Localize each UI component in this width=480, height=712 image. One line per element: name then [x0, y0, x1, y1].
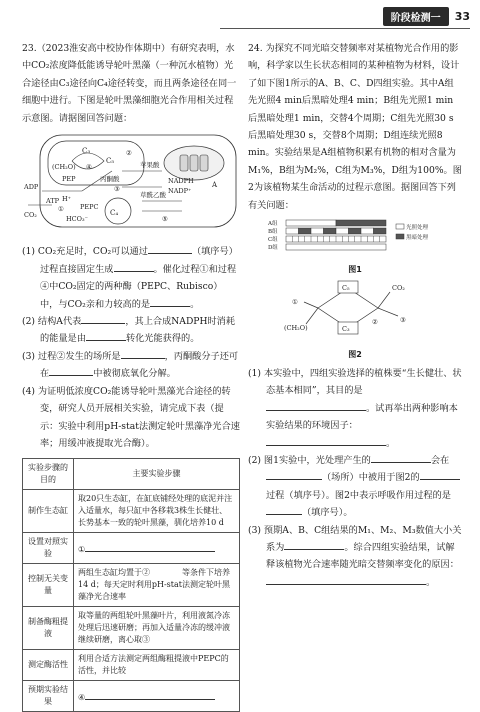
svg-text:D组: D组: [268, 245, 278, 252]
label-c3: C₃: [82, 147, 91, 156]
fig2-ch2o: (CH₂O): [284, 324, 308, 333]
fig2-c3: C₃: [342, 325, 350, 334]
blank-23-1a[interactable]: [148, 243, 192, 254]
label-atp: ATP: [46, 197, 60, 206]
table-row: 设置对照实验 ①: [23, 533, 240, 564]
section-tab: 阶段检测一: [383, 7, 449, 26]
label-c4: C₄: [110, 209, 119, 218]
figure-2-calvin-cycle: [248, 278, 462, 340]
label-n1: ①: [58, 205, 64, 214]
table-row: 预期实验结果 ④: [23, 681, 240, 712]
figure-1-light-dark-bars: [248, 218, 462, 254]
fig2-c5: C₅: [342, 284, 350, 293]
blank-23-3b[interactable]: [49, 365, 93, 376]
q23-part1: (1) CO₂充足时，CO₂可以通过 （填序号）过程直接固定生成 。催化过程①和过程④中CO₂固定的两种酶（PEPC、Rubisco）中，与CO₂亲和力较高的是 。: [22, 243, 240, 313]
q23-part4: (4) 为证明低浓度CO₂能诱导轮叶黑藻光合途径的转变，研究人员开展相关实验，请完成下表（提示：实验中利用pH-stat法测定轮叶黑藻净光合速率；用缓冲液提取光合酶）。: [22, 385, 240, 449]
table-header-purpose: 实验步骤的目的: [23, 459, 74, 490]
label-a: A: [212, 181, 218, 190]
blank-24-2b[interactable]: [266, 469, 322, 480]
blank-24-2a[interactable]: [371, 452, 431, 463]
header-rule: [220, 28, 470, 29]
table-row: 控制无关变量 两组生态缸均置于② 等条件下培养14 d；每天定时利用pH-stat法测定轮叶黑藻净光合速率: [23, 564, 240, 607]
table-row: 制备酶粗提液 取等量的两组轮叶黑藻叶片，利用液氮冷冻处理后迅速研磨；再加入适量冷冻的缓冲液继续研磨，离心取③: [23, 607, 240, 650]
label-pepc: PEPC: [80, 203, 99, 212]
label-n5: ⑤: [162, 215, 168, 224]
table-header-steps: 主要实验步骤: [74, 459, 240, 490]
fig2-co2: CO₂: [392, 284, 405, 293]
page-header: [383, 6, 470, 26]
svg-text:C组: C组: [268, 237, 278, 244]
fig2-n2: ②: [372, 318, 378, 327]
label-ch2o: (CH₂O): [52, 163, 76, 172]
question-23: [22, 40, 240, 712]
label-hco3: HCO₃⁻: [66, 215, 89, 224]
blank-23-3a[interactable]: [121, 348, 165, 359]
label-h: H⁺: [62, 195, 72, 204]
legend-light: 光照处理: [406, 225, 429, 232]
label-n3: ③: [114, 185, 120, 194]
figure-2-caption: 图2: [348, 349, 362, 359]
blank-table-1[interactable]: [85, 541, 215, 552]
label-adp: ADP: [24, 183, 39, 192]
blank-24-1b[interactable]: [266, 435, 386, 446]
label-co2: CO₂: [24, 211, 37, 220]
table-row: 制作生态缸 取20只生态缸，在缸底铺经处理的底泥并注入适量水，每只缸中各移栽3株生长健壮、长势基本一致的轮叶黑藻，驯化培养10 d: [23, 490, 240, 533]
blank-24-3b[interactable]: [266, 574, 426, 585]
fig2-n3: ③: [400, 316, 406, 325]
blank-24-2c[interactable]: [420, 469, 460, 480]
label-nadph: NADPH: [168, 177, 194, 186]
blank-23-2b[interactable]: [86, 330, 126, 341]
legend-dark: 黑暗处理: [406, 235, 429, 242]
label-nadp: NADP⁺: [168, 187, 192, 196]
blank-24-2d[interactable]: [266, 504, 302, 515]
blank-23-2a[interactable]: [81, 313, 125, 324]
blank-23-1c[interactable]: [150, 296, 190, 307]
question-24: [248, 40, 462, 591]
blank-24-3a[interactable]: [284, 539, 344, 550]
experiment-table: [22, 458, 240, 712]
blank-table-4[interactable]: [85, 689, 215, 700]
fig2-n1: ①: [292, 298, 298, 307]
blank-24-1a[interactable]: [266, 400, 366, 411]
label-pyruvate: 丙酮酸: [100, 175, 120, 184]
svg-text:A组: A组: [268, 221, 278, 228]
label-oaa: 草酰乙酸: [140, 191, 166, 200]
table-row: 测定酶活性 利用合适方法测定两组酶粗提液中PEPC的活性，并比较: [23, 650, 240, 681]
label-malate: 苹果酸: [140, 161, 160, 170]
q24-intro: 24. 为探究不同光暗交替频率对某植物光合作用的影响，科学家以生长状态相同的某种植物为材料，设计了如下图1所示的A、B、C、D四组实验。其中A组先光照4 min后黑暗处理4 min；B组先光照1 min后黑暗处理1 min，交替4个周期；C组先光照30 s后黑暗处理30 s，交替8个周期；D组连续光照8 min。实验结果是A组植物积累有机物的相对含量为M₁%，B组为M₂%，C组为M₃%，D组为100%。图2为该植物某生命活动的过程示意图。据图回答下列有关问题：: [248, 43, 462, 211]
photosynthesis-diagram: [22, 131, 240, 231]
label-pep: PEP: [62, 175, 76, 184]
blank-23-1b[interactable]: [114, 261, 154, 272]
label-n4: ④: [86, 163, 92, 172]
q23-part2: (2) 结构A代表 ，其上合成NADPH时消耗的能量是由 转化光能获得的。: [22, 313, 240, 348]
label-c5: C₅: [106, 157, 115, 166]
q23-intro: 23.（2023淮安高中校协作体期中）有研究表明，水中CO₂浓度降低能诱导轮叶黑藻（一种沉水植物）光合途径由C₃途径向C₄途径转变，而且两条途径在同一细胞中进行。下图是轮叶黑藻细胞光合作用相关过程示意图。请据图回答问题：: [22, 43, 237, 124]
q24-part3: (3) 预期A、B、C组结果的M₁、M₂、M₃数值大小关系为 。综合四组实验结果，试解释该植物光合速率随光暗交替频率变化的原因：。: [248, 524, 462, 588]
figure-1-caption: 图1: [348, 265, 362, 275]
label-n2: ②: [126, 149, 132, 158]
q23-part3: (3) 过程②发生的场所是 ，丙酮酸分子还可在 中被彻底氧化分解。: [22, 348, 240, 383]
page-number: 33: [454, 9, 470, 23]
q24-part2: (2) 图1实验中，光处理产生的 会在（场所）中被用于图2的过程（填序号）。图2中表示呼吸作用过程的是（填序号）。: [248, 452, 462, 522]
q24-part1: (1) 本实验中，四组实验选择的植株要“生长健壮、状态基本相同”，其目的是。试再举出两种影响本实验结果的环境因子：。: [248, 367, 462, 449]
svg-text:B组: B组: [268, 229, 278, 236]
